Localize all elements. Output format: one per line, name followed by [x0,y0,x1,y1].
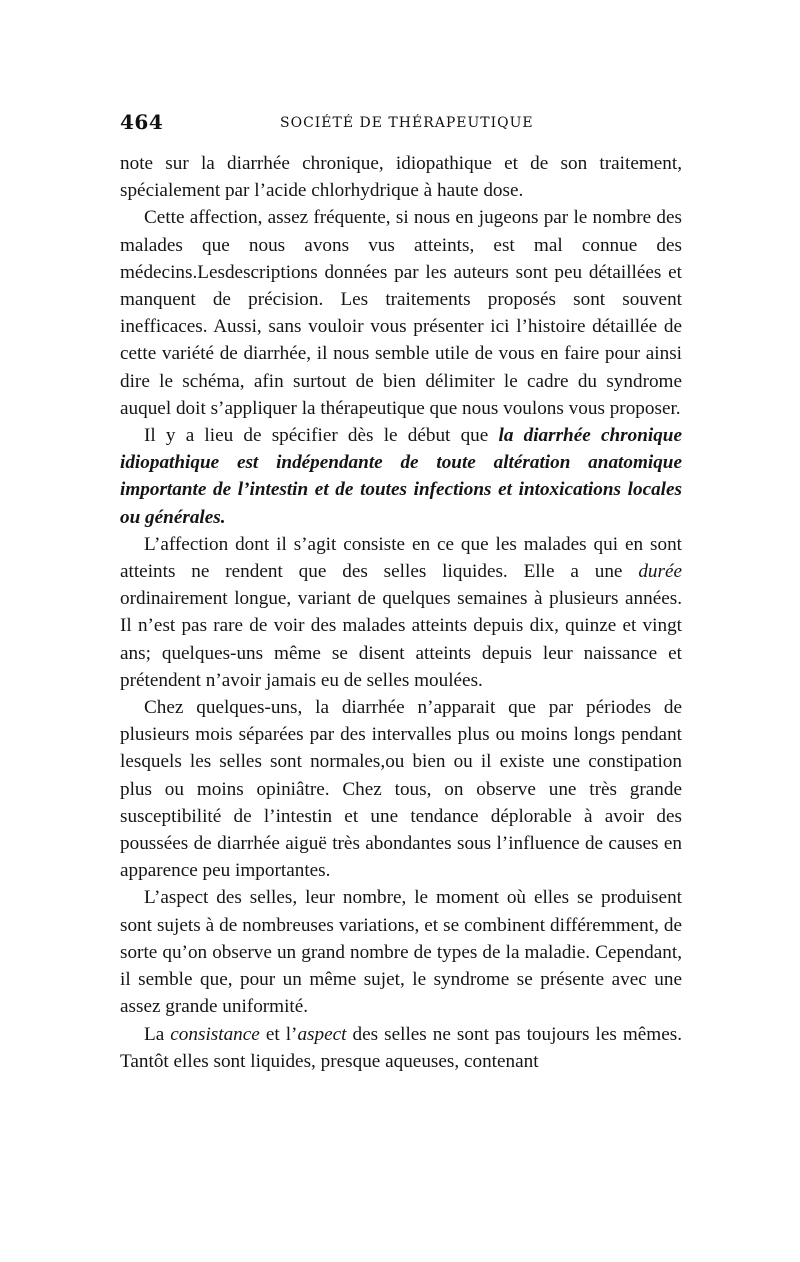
paragraph-4 [120,531,682,694]
paragraph-4-intro: L’affection dont il s’agit consiste en ce que les malades qui en sont atteints ne rendent que des selles liquides. Elle a une [120,533,682,583]
paragraph-5: Chez quelques-uns, la diarrhée n’apparait que par périodes de plusieurs mois séparées par des intervalles plus ou moins longs pendant lesquels les selles sont normales,ou bien ou il existe une constipation plus ou moins opiniâtre. Chez tous, on observe une très grande susceptibilité de l’intestin et une tendance déplorable à avoir des poussées de diarrhée aiguë très abondantes sous l’influence de causes en apparence peu importantes. [120,697,682,882]
paragraph-1: note sur la diarrhée chronique, idiopathique et de son traitement, spécialement par l’acide chlorhydrique à haute dose. [120,153,682,202]
paragraph-3-intro: Il y a lieu de spécifier dès le début que [144,425,499,447]
paragraph-7-middle: et l’ [259,1023,298,1045]
body-text [120,150,682,1075]
page-header [120,110,682,140]
paragraph-7 [120,1021,682,1075]
paragraph-7-rest: des selles ne sont pas toujours les mêmes. Tantôt elles sont liquides, presque aqueuses, contenant [120,1023,682,1072]
paragraph-7-emphasis-2: aspect [297,1023,347,1045]
paragraph-3-emphasis: la diarrhée chronique idiopathique est indépendante de toute altération anatomique importante de l’intestin et de toutes infections et intoxications locales ou générales. [120,425,682,528]
running-title: SOCIÉTÉ DE THÉRAPEUTIQUE [280,115,534,131]
paragraph-3 [120,422,682,531]
paragraph-7-intro: La [144,1023,171,1045]
paragraph-7-emphasis-1: consistance [170,1023,260,1045]
page-number: 464 [120,110,164,134]
paragraph-4-rest: ordinairement longue, variant de quelques semaines à plusieurs années. Il n’est pas rare de voir des malades atteints depuis dix, quinze et vingt ans; quelques-uns même se disent atteints depuis leur naissance et prétendent n’avoir jamais eu de selles moulées. [120,588,682,691]
paragraph-2: Cette affection, assez fréquente, si nous en jugeons par le nombre des malades que nous avons vus atteints, est mal connue des médecins.Lesdescriptions données par les auteurs sont peu détaillées et manquent de précision. Les traitements proposés sont souvent inefficaces. Aussi, sans vouloir vous présenter ici l’histoire détaillée de cette variété de diarrhée, il nous semble utile de vous en faire pour ainsi dire le schéma, afin surtout de bien délimiter le cadre du syndrome auquel doit s’appliquer la thérapeutique que nous voulons vous proposer. [120,207,682,419]
paragraph-6: L’aspect des selles, leur nombre, le moment où elles se produisent sont sujets à de nombreuses variations, et se combinent différemment, de sorte qu’on observe un grand nombre de types de la maladie. Cependant, il semble que, pour un même sujet, le syndrome se présente avec une assez grande uniformité. [120,887,682,1018]
paragraph-4-emphasis: durée [638,561,682,583]
